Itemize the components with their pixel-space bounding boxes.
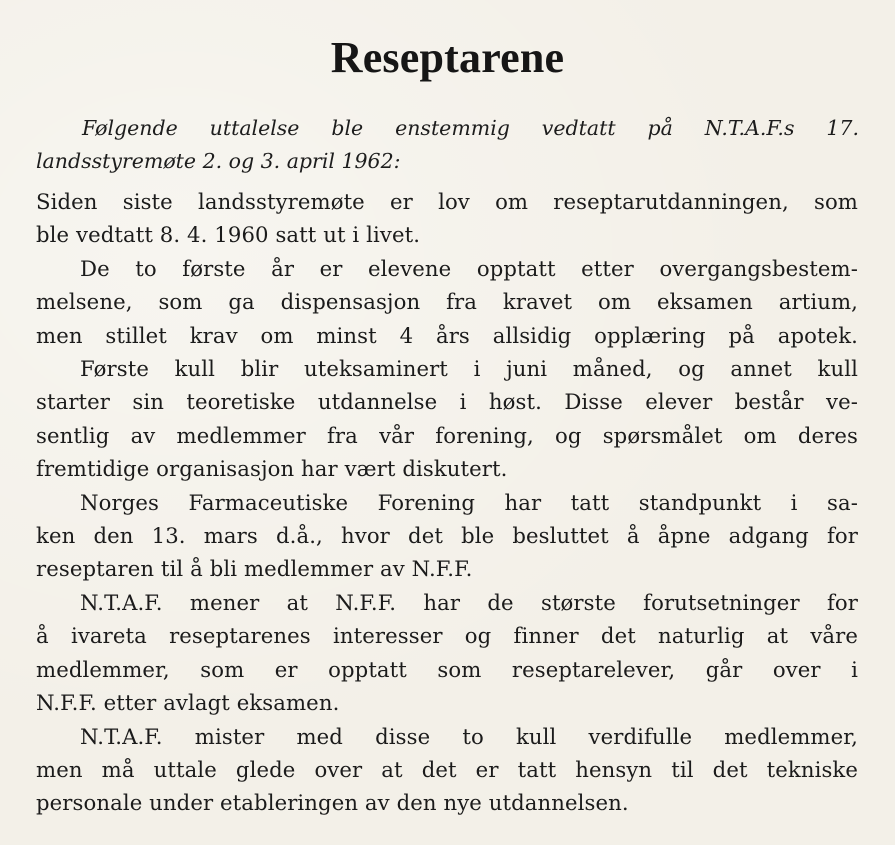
paragraph [36,586,858,720]
document-title: Reseptarene [330,33,565,82]
text-line: personale under etableringen av den nye utdannelsen. [36,790,629,816]
intro-statement [36,112,859,178]
text-line: medlemmer, som er opptatt som reseptarelever, går over i [36,656,858,682]
paragraph [36,252,858,352]
article-body [36,185,858,820]
text-line: N.T.A.F. mister med disse to kull verdifulle medlemmer, [80,723,858,749]
text-line: Siden siste landsstyremøte er lov om reseptarutdanningen, som [36,189,858,214]
text-line: ble vedtatt 8. 4. 1960 satt ut i livet. [36,222,421,248]
text-line: ken den 13. mars d.å., hvor det ble besluttet å åpne adgang for [36,523,858,549]
paragraph [36,486,858,586]
text-line: N.T.A.F. mener at N.F.F. har de største forutsetninger for [80,589,858,615]
text-line: fremtidige organisasjon har vært diskutert. [36,456,508,482]
paragraph [36,352,858,486]
text-line: men må uttale glede over at det er tatt hensyn til det tekniske [36,756,858,782]
text-line: Første kull blir uteksaminert i juni måned, og annet kull [80,356,858,382]
text-line: sentlig av medlemmer fra vår forening, og spørsmålet om deres [36,422,858,448]
text-line: N.F.F. etter avlagt eksamen. [36,690,340,716]
text-line: melsene, som ga dispensasjon fra kravet om eksamen artium, [36,289,858,315]
text-line: men stillet krav om minst 4 års allsidig opplæring på apotek. [36,322,858,348]
text-line: reseptaren til å bli medlemmer av N.F.F. [36,556,473,582]
text-line: Norges Farmaceutiske Forening har tatt standpunkt i sa- [80,489,858,515]
text-line: De to første år er elevene opptatt etter overgangsbestem- [80,255,858,281]
paragraph [36,720,858,820]
paragraph [36,185,858,252]
intro-line: landsstyremøte 2. og 3. april 1962: [36,149,401,173]
intro-line: Følgende uttalelse ble enstemmig vedtatt på N.T.A.F.s 17. [82,116,859,140]
text-line: å ivareta reseptarenes interesser og finner det naturlig at våre [36,623,858,649]
text-line: starter sin teoretiske utdannelse i høst. Disse elever består ve- [36,389,858,415]
